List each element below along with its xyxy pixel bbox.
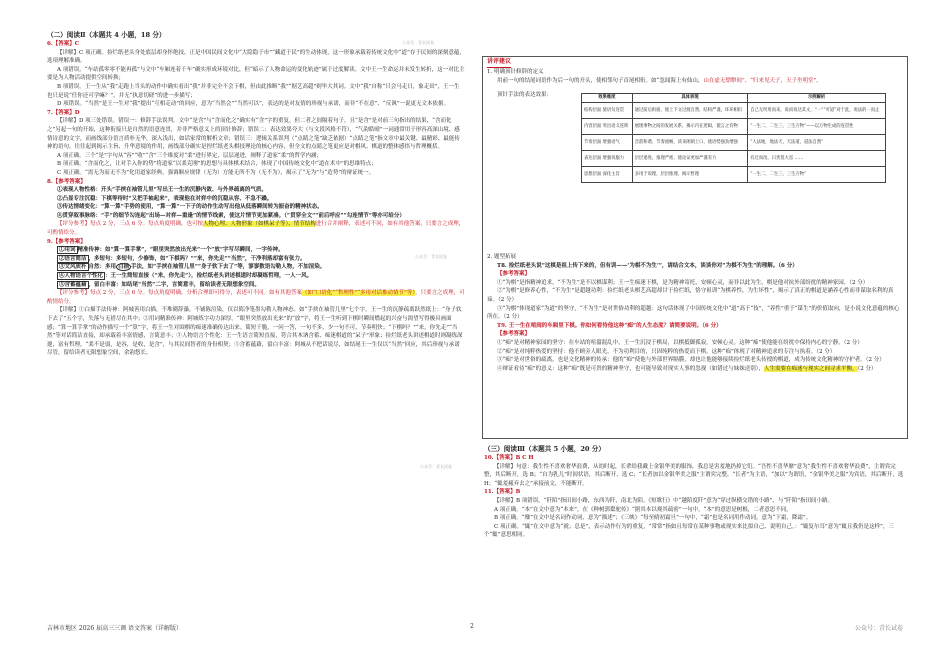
q9-rule-highlight: （如“口语化”“哲理性”“多用对话推动情节”等）: [302, 290, 416, 297]
q7-option-c: C 项正确。“需无为而无不为”化用道家经典，强调顺应规律（无为）方能无所不为（无不为），揭示了“无为”与“造势”的辩证统一。: [57, 169, 375, 176]
t8-point-3: ③“为棋”体现道家“为道”的坚守，“不为生”是对世俗功利的超越：这句话体现了中国传统文化中“道”高于“技”，“养性”重于“谋生”的价值取向，是小说文化意蕴的核心所在。（2 分）: [487, 305, 900, 321]
table-cell: 多用于说理，层层推理，揭示哲理: [632, 167, 748, 183]
table-cell: 内容层面 突出语义连锁: [582, 119, 633, 135]
q9-text-5: ，留白丰富：如结尾“当然”二字，言简意丰，留给读者无限想象空间。: [88, 281, 260, 288]
q9-rule-lead: 【评分参考】每点 2 分，三点 6 分。每点角度明确，分析合理即可得分，表述可不同。如有其他答案: [57, 290, 302, 297]
teaching-suggestion-title: 讲评建议: [487, 57, 511, 68]
left-column: [47, 30, 465, 358]
table-cell: 思想层面 深化主旨: [582, 167, 633, 183]
q9-text-3: 自然：多用: [88, 264, 117, 271]
q9-point-4: [47, 272, 465, 281]
q9-scoring-rule: [47, 289, 465, 306]
q9-text-3b: 手法，如“手挟在袖管儿里”“身子软下去了”等，寥寥数语勾勒人物，不加渲染。: [131, 264, 326, 271]
q10-answer: 10.【答案】B C H: [484, 455, 534, 461]
table-header-dimension: 效果维度: [582, 94, 633, 103]
t9-point-4-tail: （2 分）: [857, 365, 877, 372]
q9-point-1: [47, 246, 465, 255]
t9-point-4-lead: ④辩证看待“痴”的意义：这种“痴”既是可贵的精神坚守，也可能导致对现实人事的忽视（如错过与妹妹送别），: [497, 365, 765, 372]
watermark: 公众号：青长试卷: [415, 254, 447, 259]
box-effect-lead: 顶针手法的表达效果：: [497, 92, 553, 99]
q9-point-2: [47, 255, 465, 264]
box-heading-1: 1. 明确顶针修辞的定义: [487, 69, 544, 75]
section-title-reading-2: （二）阅读Ⅱ（本题共 4 小题，18 分）: [47, 31, 166, 39]
table-cell: 自己无所用而来，说而说达其文，“一”“可道”对于此，说法的一而止: [748, 103, 886, 119]
q8-answer: 8.【参考答案】: [47, 178, 86, 185]
q8-rule-tail: 进行合并阐释，表述可不同，如有其他答案，只要言之成理，可酌情给分。: [47, 221, 465, 237]
q7-explanation: 【详解】D 项三处错误。错误一：修辞手法误判。文中“是含”与“含而化之”确实有“含”字的重复，但二者之间隔着句子，且“是含”是对前三句指出的结果，“含而化之”另起一句的开始，这种衔接只是自然的语意连贯，并非严格意义上的顶针修辞；错误二：表达效果夸大（与文段风格不符），“气韵皓晴”一词通常用于形容高深山境、感情诗意的文字，而画线部分语言质朴无华，深入浅出，如话家常的解析文章；错误三：逻辑关系误判（“点睛之笔”缺乏依据）“点睛之笔”指文章中最关键、最精彩、最能传神的语句，往往起到揭示主旨、升华意境的作用，画线部分确实是捏烂纸老头棋技理论的核心内容，但全文的点睛之笔更应是对棋风、棋道的整体感悟与哲理概括。: [47, 118, 460, 151]
rhetoric-effect-table: [581, 93, 886, 183]
page-number: 2: [470, 623, 474, 630]
t9-question-text: T9. 王一生在喧闹的车厢里下棋。你如何看待他这种“痴”的人生态度？请简要说明。（6 分）: [497, 322, 722, 329]
q6-option-d: D 项错误。“当然”是王一生对“我”提出“互相走动”的回应，意为“当然会”“当然可以”，表达的是对友情的珍视与承诺，而非“不在意”、“反讽”一说更无文本依据。: [57, 101, 450, 108]
q6-explanation: 【详解】C 项正确。捡烂纸老头身处底层却身怀绝技，正是中国民间文化中“大隐隐于市”“藏道于民”的生动体现，这一形象承载着传统文化中“道”存于民间的深刻意蕴，选项理解准确。: [47, 49, 465, 65]
q9-text-1: 精准传神：如“算一算手掌”，“眼里突然放出光来”一个“放”字写尽瞬间，一字传神。: [77, 247, 284, 254]
q9-tag-4: ④人物语言个性化: [59, 273, 104, 280]
table-cell: 结构层面 使语句连贯: [582, 103, 633, 119]
q8-point-2: ②凸显专注沉稳：下棋等待时“又把手袖起来”，表现他在对弈中的沉稳从容、不急不躁。: [57, 195, 273, 202]
q9-answer: 9.【参考答案】: [47, 238, 86, 245]
t8-answer-label: 【参考答案】: [497, 271, 531, 278]
q9-tag-2: ②语言简洁: [59, 255, 87, 262]
t8-point-1: ①“为棋”是指精神追求，“不为生”是不以棋谋利；王一生痴迷下棋，是为精神寄托，安顿心灵，而非以此为生。棋是他对抗外部纷扰的精神家园。（2 分）: [497, 279, 869, 286]
footer-right: 公众号：青长试卷: [855, 625, 904, 632]
box-heading-2: 2. 题型拓展: [487, 254, 516, 260]
q9-tag-3b: 白描: [118, 264, 130, 271]
t9-point-4-highlight: 人生需要在痴迷与现实之间寻求平衡。: [764, 365, 858, 372]
t9-point-2: ②“痴”是对纯粹热爱的坚持：他不顾旁人眼光，不为功利目的，只因纯粹的热爱而下棋。这种“痴”体现了对精神追求的专注与执着。（2 分）: [497, 348, 836, 355]
table-header-performance: 具体表现: [632, 94, 748, 103]
box-definition-example: 山在虚无缥缈间: [703, 77, 742, 84]
q8-point-3: ③传达情绪变化：“算一算”手势的使用，“算一算”一下子的动作生动写出他从低落瞬间转为振奋的精神状态。: [57, 204, 323, 211]
footer-left: 吉林市地区 2026 届高三三调 语文答案（详解版）: [47, 625, 182, 632]
q9-point-3: [47, 263, 465, 272]
table-row: [582, 167, 886, 183]
table-cell: 层层递进，推理严密，使论证更加严谨有力: [632, 151, 748, 167]
teaching-suggestion-box: [482, 56, 908, 439]
question-extension: [487, 253, 902, 373]
q7-option-b: B 项正确。“含而化之，让对手入你的势”将道家“以柔克刚”的思想与具体棋术结合，体现了中国传统文化中“道在术中”的思维特点；: [57, 161, 377, 168]
right-column-lower: [484, 444, 904, 540]
table-cell: 表达层面 增强说服力: [582, 151, 633, 167]
t9-point-3: ③“痴”是对世俗的疏离，也是文化精神的传承：他的“痴”使他与外部世界隔膜，却也让他能够接续捡烂纸老头传授的棋道，成为传统文化精神的守护者。（2 分）: [497, 357, 885, 364]
table-cell: “一生二，二生三，三生万物”——以万物生成的连贯性: [748, 119, 886, 135]
q9-point-5: [47, 281, 465, 290]
q6-answer: 6.【答案】C: [47, 41, 80, 47]
q7-answer: 7.【答案】D: [47, 109, 80, 116]
t9-point-4: [487, 365, 902, 374]
q11-option-a: A 项正确。“本”在文中意为“本来”，在《种树郭橐驼传》“据其本以观其疏密”一句中，“本”的意思是树根，二者意思不同。: [494, 506, 792, 513]
q9-detail: 【详解】①白描手法传神：阿城善用白描，不堆砌辞藻，不铺陈渲染，仅以简净笔墨勾勒人物神态。如“手挟在袖管儿里”七个字，王一生的沉静疏离跃然纸上：“身子软下去了”五个字，失落与无措尽在其中；②用词精准传神：阿城炼字功力深厚。“眼里突然放出光来”的“放”字，将王一生听到下棋时瞬间燃起的兴奋与渴望写得极具画面感；“算一算手掌”的动作描写一个“算”字，将王一生对围棋的痴迷准确传达出来。简短干脆，一问一答，一句不多，少一句不可，节奏明快；“下棋吗？”“来，你先走”“当然”等对话简洁直接，却承载着丰富情感，言简意丰；③人物语言个性化：王一生语言简短直接，符合其木讷含蓄、痴迷棋道的“呆子”形象；捡烂纸老头讲述棋道时则凝练深邃，富有哲理，“柔不是弱，是容，是收，是含”，与其民间智者的身份相契；⑤含蓄蕴藉，留白丰富：阿城从不把话说尽，如结尾王一生仅以“当然”回应，其后珍视与承诺尽管，留给读者无限想象空间，余韵悠长。: [47, 307, 463, 357]
t9-point-1: ①“痴”是对精神家园的坚守：在车站的喧嚣混乱中，王一生沉浸于棋局，以棋抵御孤寂，安顿心灵。这种“痴”使他能在纷扰中保持内心的宁静。（2 分）: [497, 339, 863, 346]
q9-tag-3: ③文风质朴: [59, 264, 87, 271]
q10-detail: 【详解】句意：我生性不喜欢奢华浪费，从幼时起，长辈给我戴上金银华美的服饰，我总是害羞地扔掉它们。“吾性不喜华靡”意为“我生性不喜欢奢华浪费”，主谓宾完整，其后断开，选 B；“自为乳儿”时间状语，其后断开，选 C；“长者加以金银华美之服”主谓宾完整，“长者”为主语，“加以”为谓语，“金银华美之服”为宾语，其后断开，选 H；“辄羞赧弃去之”承接前文，不能断开。: [484, 463, 904, 487]
t9-answer-label: 【参考答案】: [497, 331, 531, 338]
table-row: [582, 135, 886, 151]
q11-option-b: B 项正确。“靡”在文中是名词作动词，意为“描述”；《三峡》“每至晴初霜旦”一句中，“霜”也是名词用作动词，意为“下霜，降霜”。: [494, 515, 812, 522]
table-row: [582, 151, 886, 167]
q11-detail: 【详解】B 项错误。“阡陌”指田间小路，东西为阡，南北为陌。《短歌行》中“越陌度阡”意为“穿过纵横交错的小路”，与“阡陌”指田间小路。: [494, 497, 834, 504]
q6-option-b: B 项错误。王一生从“我”走跑上当头的动作中确实看出“我”并非完全不会下棋，但由此推断“我”“据艺高超”则毕大其词。文中“我”自称“只会马走日，象走田”，王一生也只是说“任你还可学嘛？”，并无“执意切磋”的进一步描写；: [47, 83, 460, 99]
q9-tag-1: ①用词: [59, 247, 76, 254]
t8-question: T8. 捡烂纸老头说“这棋是祖上传下来的，但有训——‘为棋不为生’”，请结合文本，谈谈你对“为棋不为生”的理解。（6 分）: [497, 262, 798, 269]
q9-tag-5: ⑤含蓄蕴藉: [59, 281, 87, 288]
watermark: 公众号：青长试卷: [402, 40, 434, 45]
table-cell: 有过而改，曰善莫大焉 ……: [748, 151, 886, 167]
q8-rule-lead: 【评分参考】每点 2 分，三点 6 分。每点角度明确，也可按: [57, 221, 203, 228]
box-definition-example-2: ”、“归来见天子，天子坐明堂”。: [741, 77, 822, 84]
table-cell: 节奏层面 增强语气: [582, 135, 633, 151]
table-row: [582, 119, 886, 135]
q11-answer: 11.【答案】B: [484, 489, 521, 496]
table-cell: 展现事物之间的发展关系，揭示内在逻辑，使言之有物: [632, 119, 748, 135]
table-cell: 通过前后衔接，使上下文过渡自然，结构严谨，环环相扣: [632, 103, 748, 119]
table-cell: “一生二，二生三，三生万物”: [748, 167, 886, 183]
table-header-example: 示例解析: [748, 94, 886, 103]
t8-point-2: ②“为棋”是修养心性，“不为生”是超越功利：捡烂纸老头棋艺高超却甘于捡烂纸，恪守祖训“为棋养性，为生坏性”，揭示了真正的棋道是涵养心性而非谋取名利的真谛。（2 分）: [487, 288, 894, 303]
box-definition: [487, 77, 902, 86]
watermark: 公众号：青长试卷: [420, 464, 452, 469]
table-row: [582, 103, 886, 119]
table-cell: 音韵和谐，节奏流畅，读来朗朗上口，使语势强劲增强: [632, 135, 748, 151]
q11-option-c: C 项正确。“辄”在文中意为“就；总是”，表示动作行为的重复，“常常”指如且每常在某种事物或现实来比拟自己、说明自己。：“辄复尔耳”意为“辄且我仍是这样”，三个“辄”意思相同。: [484, 523, 894, 539]
t9-question: [487, 322, 902, 331]
q9-text-2: ，多短句：多短句，少修饰，如“下棋吗？”“来，你先走”“当然”，干净利落却富有张力。: [88, 255, 306, 262]
q8-point-1: ①表现人物性格：开头“手挟在袖管儿里”写出王一生的沉静内敛、与外界疏离的气质。: [57, 187, 267, 194]
q7-option-a: A 项正确。三个“是”字句从“容”“收”“含”三个维度对“柔”进行界定，层层递进，阐释了道家“柔”的哲学内涵；: [57, 152, 322, 159]
q9-text-4: ：王一生简短直接（“来，你先走”），捡烂纸老头讲述棋道时却凝练哲理，一人一风。: [105, 273, 313, 280]
q8-scoring-rule: [47, 220, 465, 237]
q9-rule-tail: ，只要言之成理，可酌情给分。: [47, 290, 465, 305]
box-definition-lead: 用前一句的结尾词语作为后一句的开头，使相邻句子首尾相衔。如“忽闻海上有仙山，: [497, 77, 704, 84]
section-title-reading-3: （三）阅读Ⅲ（本题共 5 小题，20 分）: [484, 445, 605, 453]
q8-point-4: ④贯穿叙事脉络：“手”的细节勾连起“出场—对弈—重逢”的情节线索，使这片情节更加紧凑。（“贯穿全文”“前后呼应”“勾连情节”等亦可给分）: [57, 212, 405, 219]
q8-rule-highlight: 人物心理、人物形象（如棋呆子等）、情节结构: [203, 221, 316, 228]
table-cell: “人法地，地法天，天法道，道法自然”: [748, 135, 886, 151]
q6-option-a: A 项错误。“车站孤零零不能再孤”与文中“车厢连着千车”确实形成环境对比，但“暗示了人物命运的变化轨迹”属于过度解读。文中王一生命运并未发生转折，这一对比主要是为人物活动提供空间转换；: [47, 66, 465, 82]
